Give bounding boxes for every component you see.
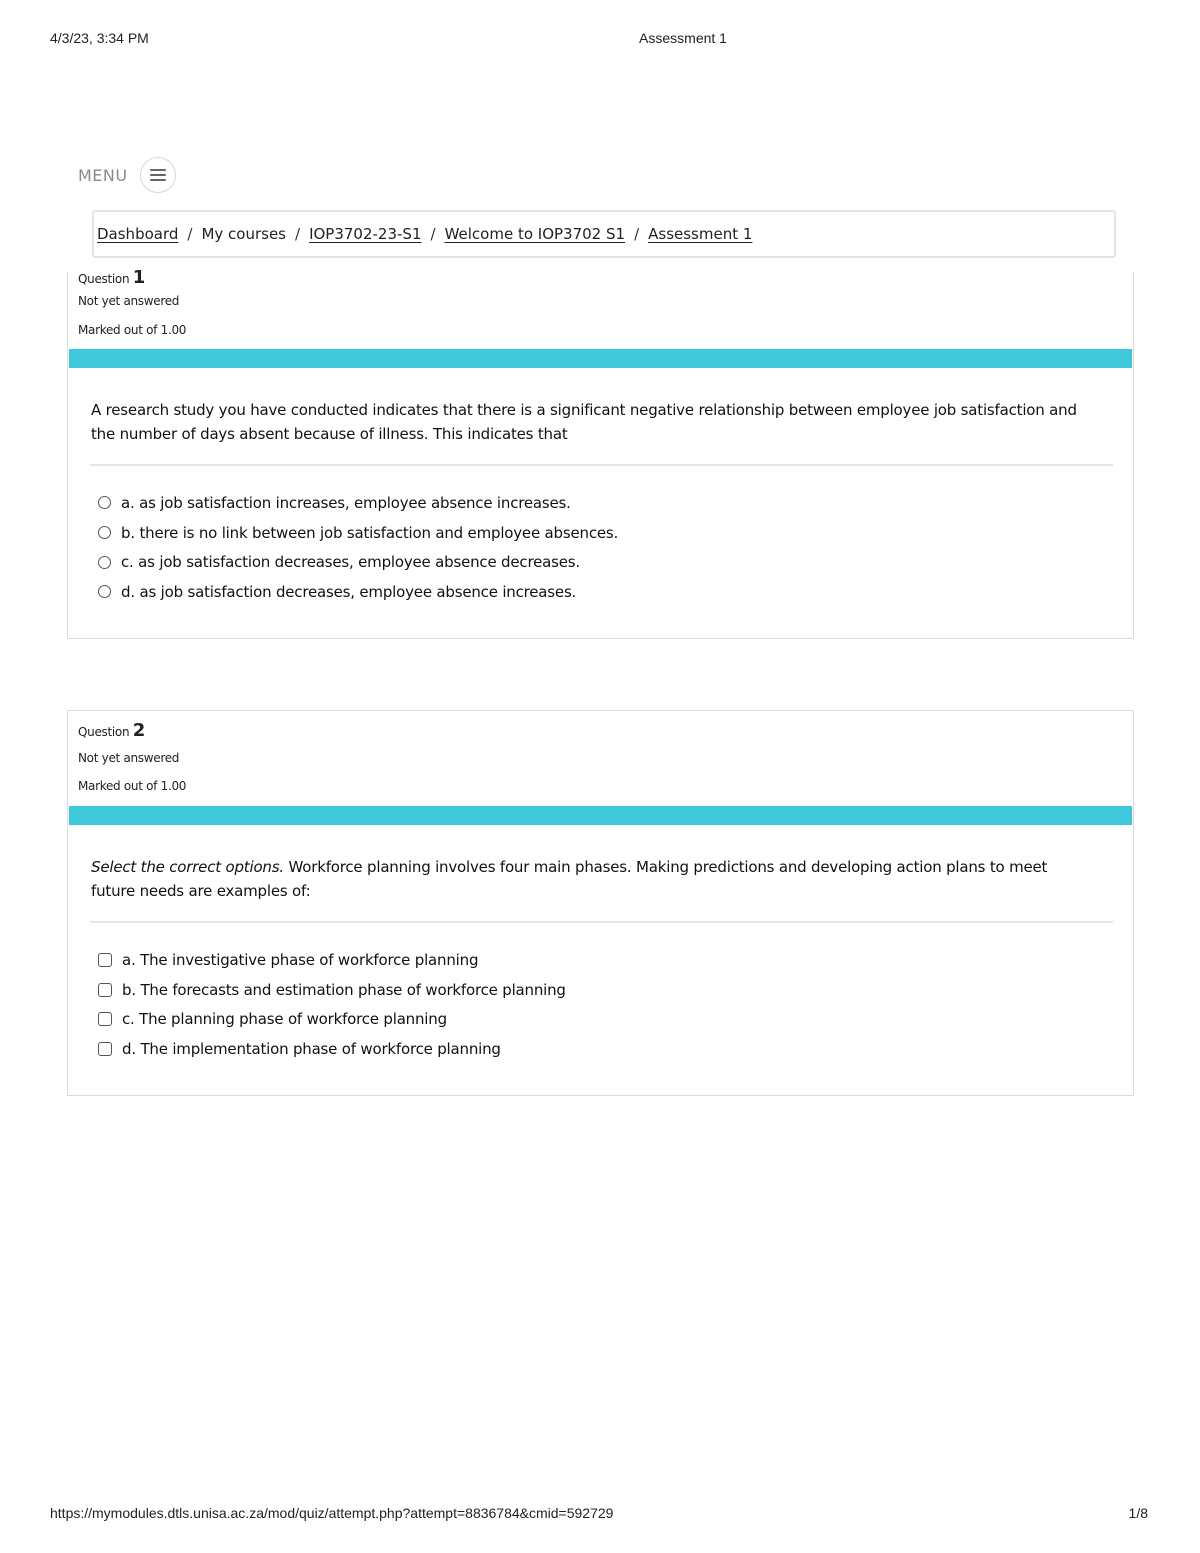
- menu-toggle[interactable]: [78, 155, 176, 195]
- breadcrumb-separator: /: [634, 225, 640, 243]
- print-page-number: 1/8: [1128, 1505, 1148, 1521]
- breadcrumb-course[interactable]: IOP3702-23-S1: [309, 225, 422, 243]
- divider: [90, 464, 1113, 466]
- answer-options: [98, 945, 566, 1064]
- checkbox[interactable]: [98, 953, 112, 967]
- checkbox[interactable]: [98, 1012, 112, 1026]
- answer-option-a[interactable]: [98, 945, 566, 975]
- radio-button[interactable]: [98, 556, 111, 569]
- answer-label: c. The planning phase of workforce planning: [122, 1010, 447, 1029]
- answer-option-d[interactable]: [98, 1034, 566, 1064]
- answer-option-c[interactable]: [98, 547, 618, 577]
- breadcrumb-separator: /: [430, 225, 436, 243]
- question-status: Not yet answered: [78, 294, 180, 308]
- radio-button[interactable]: [98, 496, 111, 509]
- question-number: 2: [132, 720, 146, 741]
- radio-button[interactable]: [98, 585, 111, 598]
- answer-option-b[interactable]: [98, 975, 566, 1005]
- print-datetime: 4/3/23, 3:34 PM: [50, 30, 149, 46]
- answer-option-a[interactable]: [98, 488, 618, 518]
- print-header: [0, 30, 1200, 50]
- question-heading: Question 2: [78, 720, 146, 741]
- answer-option-b[interactable]: [98, 518, 618, 548]
- breadcrumb-my-courses: My courses: [201, 225, 286, 243]
- question-text: [91, 855, 1091, 903]
- answer-label: a. as job satisfaction increases, employee absence increases.: [121, 493, 571, 512]
- checkbox[interactable]: [98, 1042, 112, 1056]
- question-2: [67, 710, 1134, 1096]
- question-marks: Marked out of 1.00: [78, 779, 187, 793]
- hamburger-icon: [150, 169, 166, 181]
- question-bar: [69, 349, 1132, 368]
- breadcrumb-assessment[interactable]: Assessment 1: [648, 225, 753, 243]
- question-heading: Question 1: [78, 267, 146, 288]
- print-footer: [0, 1505, 1200, 1525]
- answer-label: d. as job satisfaction decreases, employee absence increases.: [121, 582, 577, 601]
- question-number: 1: [132, 267, 146, 288]
- radio-button[interactable]: [98, 526, 111, 539]
- question-marks: Marked out of 1.00: [78, 323, 187, 337]
- question-text: A research study you have conducted indicates that there is a significant negative relationship between employee job satisfaction and the number of days absent because of illness. This indicates that: [91, 401, 1077, 443]
- question-instruction: Select the correct options.: [91, 858, 284, 876]
- question-body: Workforce planning involves four main phases. Making predictions and developing action plans to meet future needs are examples of:: [91, 858, 1048, 900]
- answer-options: [98, 488, 618, 607]
- breadcrumb: [92, 210, 1116, 258]
- divider: [90, 921, 1113, 923]
- breadcrumb-dashboard[interactable]: Dashboard: [97, 225, 179, 243]
- print-url: https://mymodules.dtls.unisa.ac.za/mod/quiz/attempt.php?attempt=8836784&cmid=592729: [50, 1505, 614, 1521]
- question-1: [67, 267, 1134, 639]
- answer-label: a. The investigative phase of workforce planning: [122, 950, 479, 969]
- menu-button[interactable]: [140, 157, 176, 193]
- menu-label: MENU: [78, 165, 128, 185]
- answer-label: c. as job satisfaction decreases, employee absence decreases.: [121, 553, 580, 572]
- breadcrumb-separator: /: [187, 225, 193, 243]
- answer-option-d[interactable]: [98, 577, 618, 607]
- breadcrumb-section[interactable]: Welcome to IOP3702 S1: [444, 225, 626, 243]
- answer-label: b. The forecasts and estimation phase of workforce planning: [122, 980, 566, 999]
- answer-option-c[interactable]: [98, 1004, 566, 1034]
- question-status: Not yet answered: [78, 751, 180, 765]
- answer-label: d. The implementation phase of workforce planning: [122, 1039, 501, 1058]
- print-title: Assessment 1: [639, 30, 727, 46]
- breadcrumb-separator: /: [295, 225, 301, 243]
- answer-label: b. there is no link between job satisfaction and employee absences.: [121, 523, 619, 542]
- question-bar: [69, 806, 1132, 825]
- checkbox[interactable]: [98, 983, 112, 997]
